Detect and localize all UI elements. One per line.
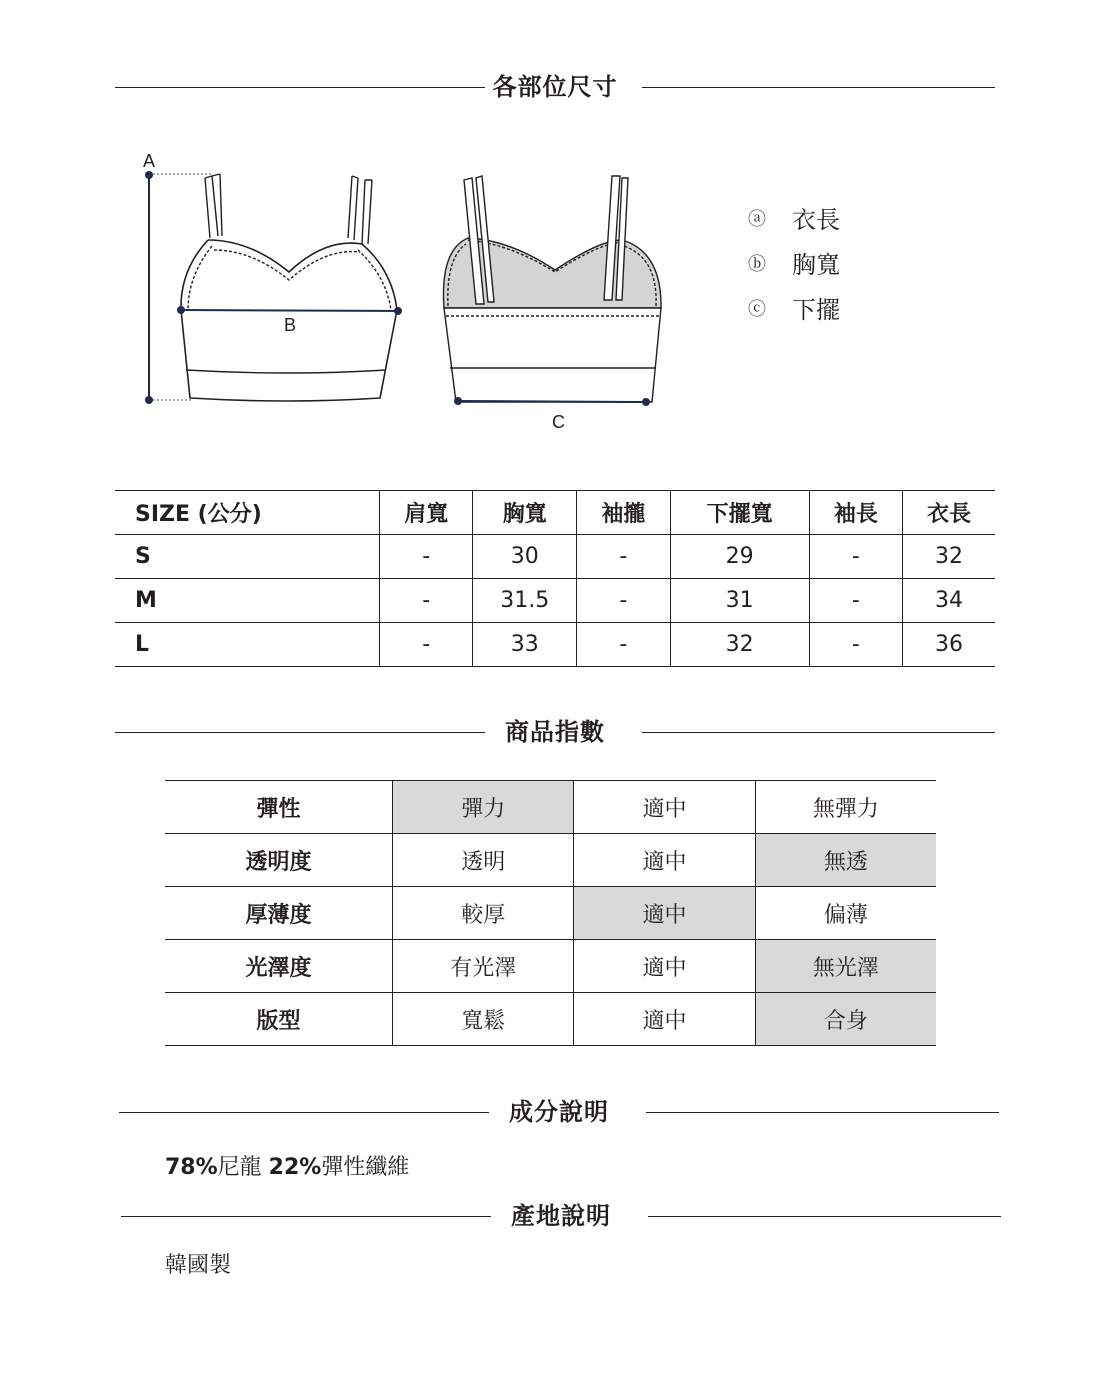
origin-text: 韓國製 <box>165 1253 232 1278</box>
legend-row-length <box>746 195 840 240</box>
size-cell: 29 <box>670 535 809 579</box>
index-row-elasticity <box>165 781 936 834</box>
size-row-s <box>115 535 995 579</box>
size-cell: 34 <box>903 579 995 623</box>
material-name-2: 彈性纖維 <box>321 1155 410 1180</box>
index-label: 光澤度 <box>165 940 393 993</box>
legend-mark-c: ⓒ <box>748 298 766 320</box>
b-marker-left <box>177 306 185 314</box>
legend-mark-b: ⓑ <box>748 253 766 275</box>
size-header-length: 衣長 <box>903 491 995 535</box>
legend-label-hem: 下擺 <box>792 296 840 324</box>
index-row-thickness <box>165 887 936 940</box>
size-cell: - <box>809 623 902 667</box>
index-label: 厚薄度 <box>165 887 393 940</box>
c-marker-right <box>642 398 650 406</box>
index-option: 無透 <box>755 834 936 887</box>
divider-right <box>642 732 995 733</box>
back-view-drawing <box>444 176 662 402</box>
c-marker-left <box>454 397 462 405</box>
size-cell: 32 <box>903 535 995 579</box>
size-cell: - <box>809 579 902 623</box>
size-cell: L <box>115 623 380 667</box>
measure-section-header <box>115 67 995 107</box>
size-cell: - <box>809 535 902 579</box>
divider-right <box>642 87 995 88</box>
index-option: 適中 <box>574 887 755 940</box>
size-cell: - <box>577 579 670 623</box>
material-name-1: 尼龍 <box>217 1155 269 1180</box>
material-percent-2: 22% <box>268 1155 322 1180</box>
size-cell: - <box>380 579 473 623</box>
size-cell: S <box>115 535 380 579</box>
index-option: 適中 <box>574 834 755 887</box>
index-option: 彈力 <box>393 781 574 834</box>
garment-diagram <box>0 140 1100 440</box>
material-text <box>165 1150 409 1181</box>
index-option: 合身 <box>755 993 936 1046</box>
origin-section-header <box>121 1196 1001 1236</box>
divider-right <box>646 1112 999 1113</box>
index-row-transparency <box>165 834 936 887</box>
front-view-drawing <box>181 174 397 401</box>
a-marker-top <box>145 171 153 179</box>
size-cell: 36 <box>903 623 995 667</box>
size-row-l <box>115 623 995 667</box>
material-section-header <box>119 1092 999 1132</box>
legend-label-length: 衣長 <box>792 206 840 234</box>
index-option: 偏薄 <box>755 887 936 940</box>
b-marker-right <box>394 307 402 315</box>
size-header-sleeve: 袖長 <box>809 491 902 535</box>
origin-title: 產地說明 <box>511 1202 611 1230</box>
index-label: 版型 <box>165 993 393 1046</box>
index-option: 寬鬆 <box>393 993 574 1046</box>
size-cell: 31 <box>670 579 809 623</box>
index-option: 適中 <box>574 781 755 834</box>
index-label: 彈性 <box>165 781 393 834</box>
index-option: 較厚 <box>393 887 574 940</box>
index-option: 無彈力 <box>755 781 936 834</box>
size-table-header <box>115 491 995 535</box>
index-option: 有光澤 <box>393 940 574 993</box>
product-index-table <box>165 780 936 1046</box>
size-header-armhole: 袖攏 <box>577 491 670 535</box>
index-row-fit <box>165 993 936 1046</box>
b-measure-line <box>181 310 398 311</box>
legend-label-chest: 胸寬 <box>792 251 840 279</box>
measure-legend <box>746 195 840 330</box>
size-cell: 31.5 <box>473 579 577 623</box>
size-cell: - <box>577 623 670 667</box>
size-header-shoulder: 肩寬 <box>380 491 473 535</box>
index-row-gloss <box>165 940 936 993</box>
legend-row-hem <box>746 285 840 330</box>
legend-row-chest <box>746 240 840 285</box>
size-cell: 33 <box>473 623 577 667</box>
size-cell: 32 <box>670 623 809 667</box>
size-cell: - <box>380 623 473 667</box>
index-title: 商品指數 <box>505 718 605 746</box>
a-marker-bottom <box>145 396 153 404</box>
size-header-hem: 下擺寬 <box>670 491 809 535</box>
index-option: 適中 <box>574 940 755 993</box>
index-label: 透明度 <box>165 834 393 887</box>
size-cell: M <box>115 579 380 623</box>
c-measure-line <box>458 401 646 402</box>
index-option: 適中 <box>574 993 755 1046</box>
size-cell: - <box>380 535 473 579</box>
a-label: A <box>143 151 156 171</box>
legend-mark-a: ⓐ <box>748 208 766 230</box>
size-cell: - <box>577 535 670 579</box>
material-percent-1: 78% <box>165 1155 218 1180</box>
size-header-chest: 胸寬 <box>473 491 577 535</box>
index-option: 無光澤 <box>755 940 936 993</box>
index-section-header <box>115 712 995 752</box>
c-label: C <box>552 412 565 432</box>
b-label: B <box>284 315 297 335</box>
size-table <box>115 490 995 667</box>
measure-title: 各部位尺寸 <box>492 73 618 101</box>
material-title: 成分說明 <box>509 1098 609 1126</box>
size-row-m <box>115 579 995 623</box>
size-header-size: SIZE (公分) <box>115 491 380 535</box>
size-cell: 30 <box>473 535 577 579</box>
index-option: 透明 <box>393 834 574 887</box>
divider-right <box>648 1216 1001 1217</box>
